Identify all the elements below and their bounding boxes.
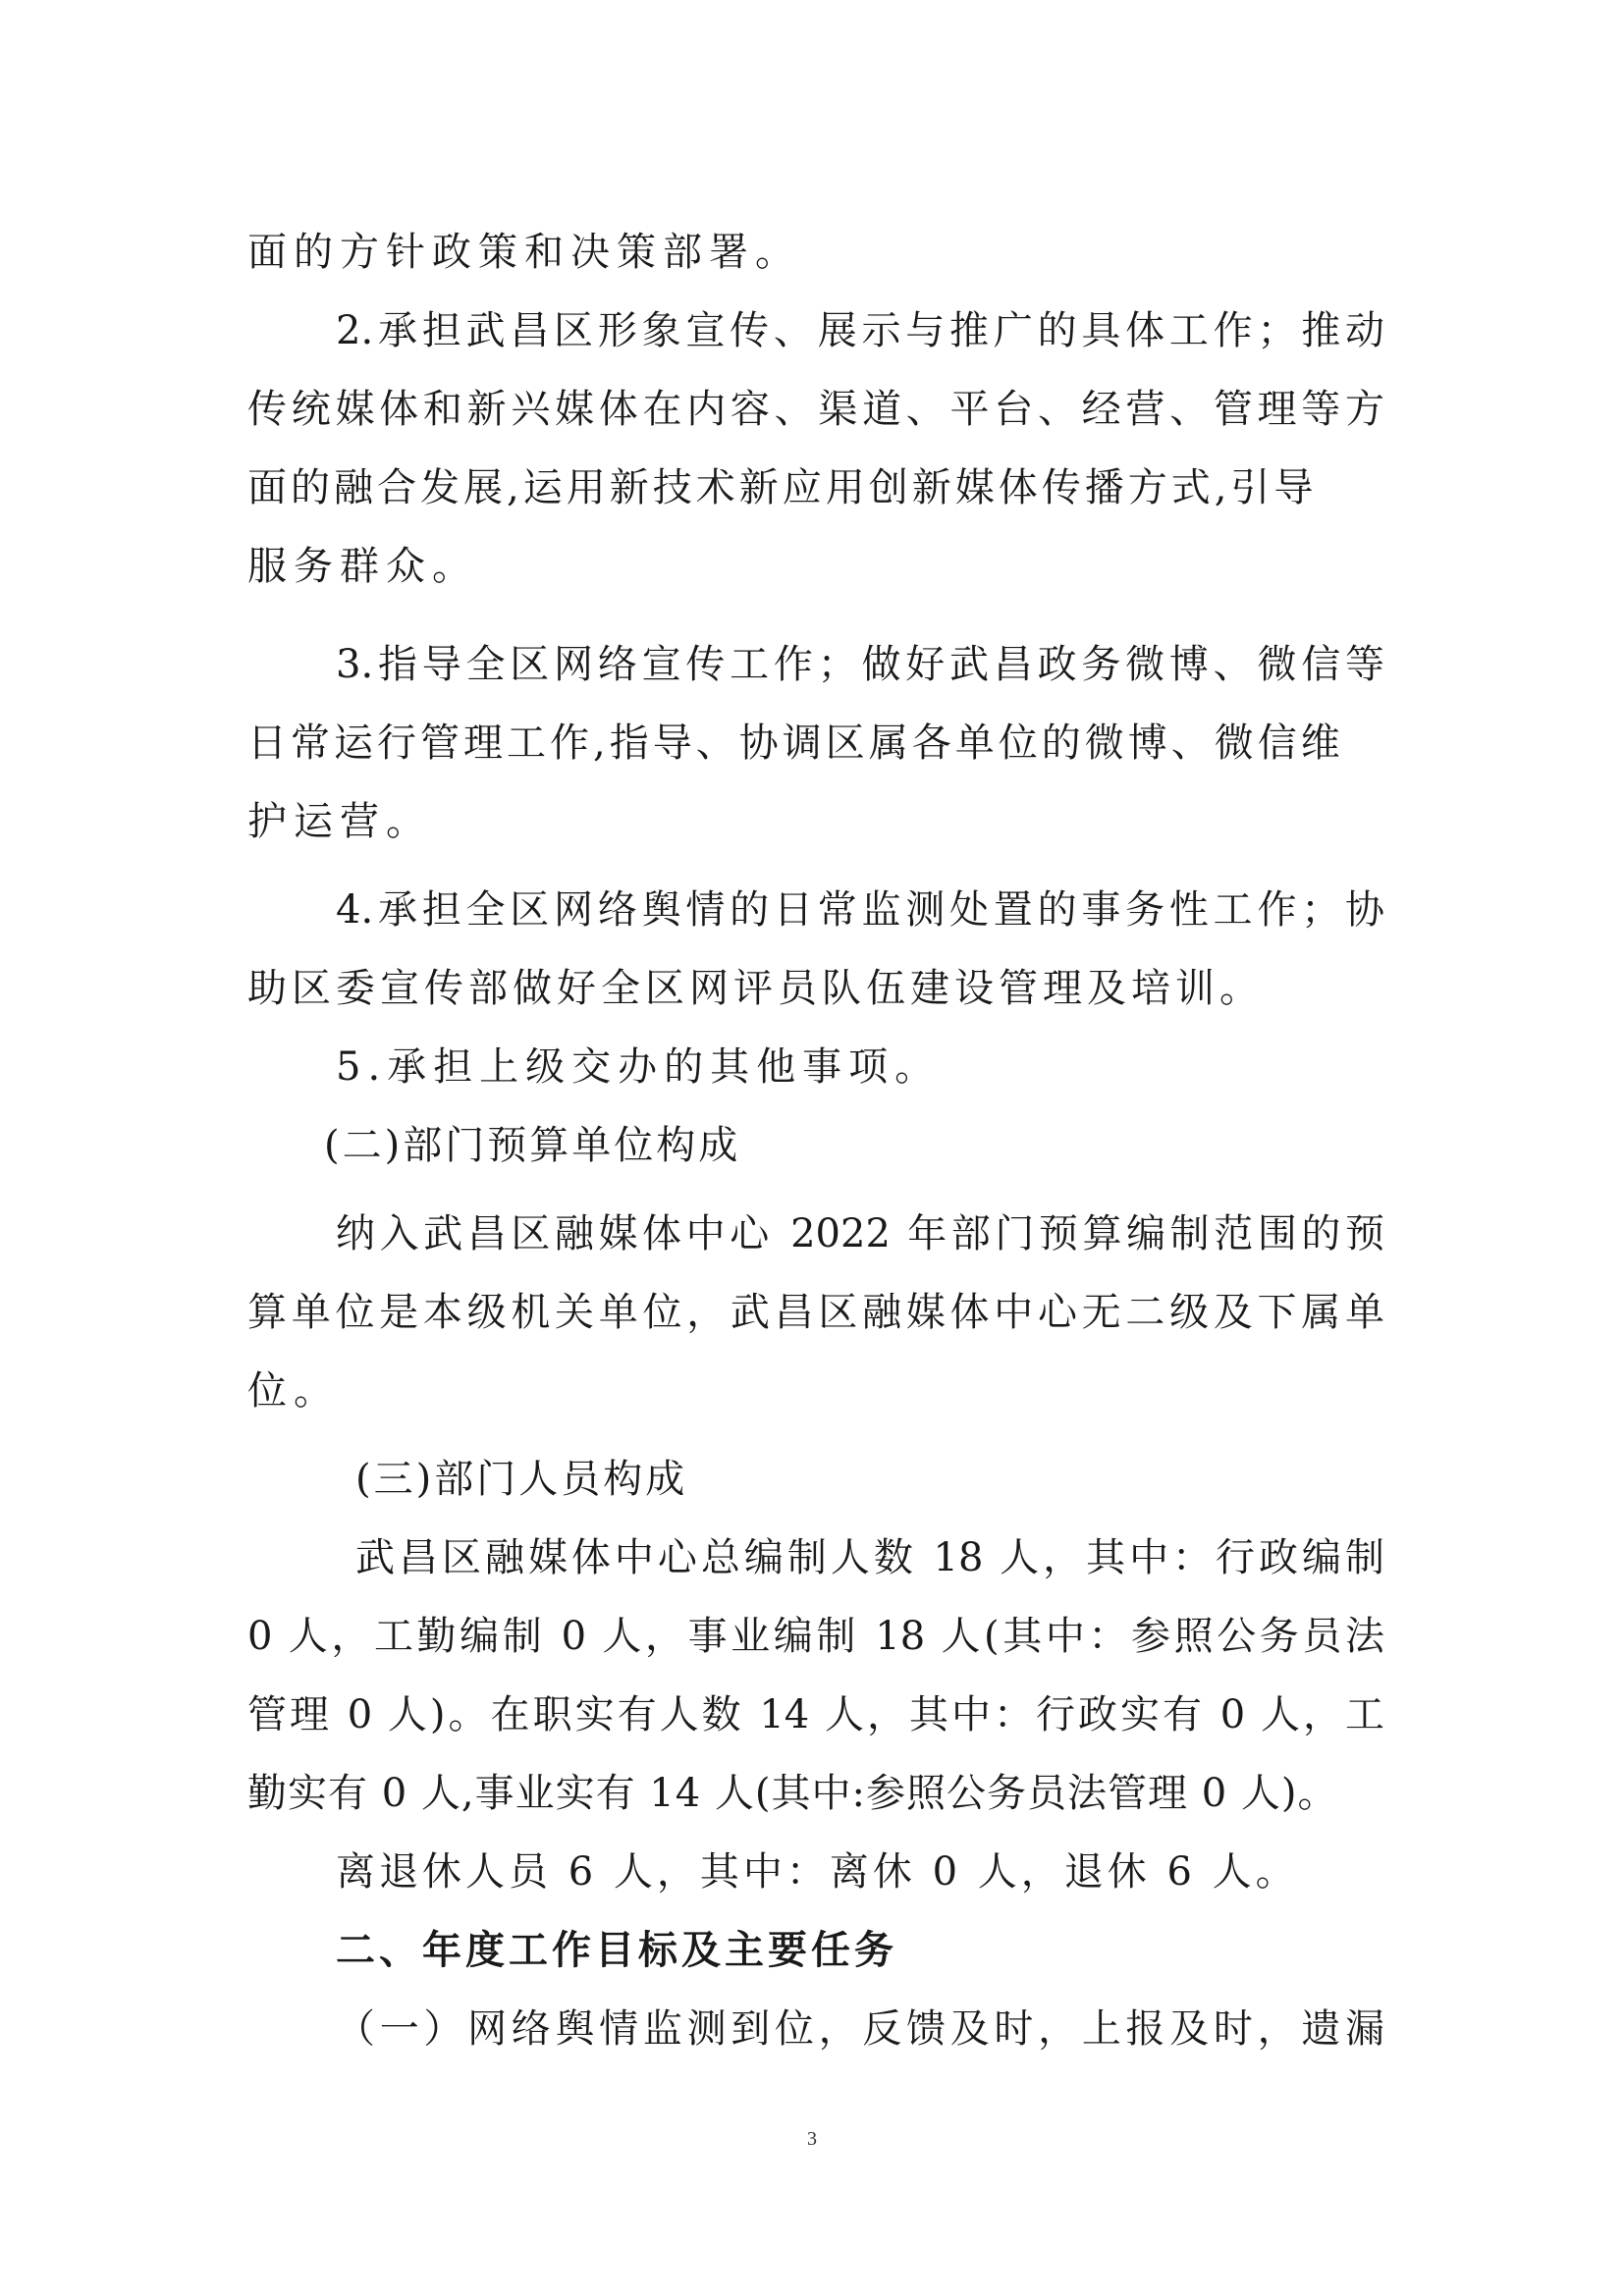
paragraph-line: 助区委宣传部做好全区网评员队伍建设管理及培训。 [247, 966, 1264, 1011]
section-heading: (三)部门人员构成 [355, 1457, 688, 1502]
paragraph-line: 管理 0 人)。在职实有人数 14 人，其中：行政实有 0 人，工 [247, 1692, 1384, 1737]
paragraph-line: 3.指导全区网络宣传工作；做好武昌政务微博、微信等 [336, 642, 1384, 687]
section-heading: (二)部门预算单位构成 [324, 1123, 741, 1168]
paragraph-line: 护运营。 [247, 799, 432, 844]
paragraph-line: 5.承担上级交办的其他事项。 [336, 1044, 942, 1090]
paragraph-line: 勤实有 0 人,事业实有 14 人(其中:参照公务员法管理 0 人)。 [247, 1771, 1338, 1816]
paragraph-line: 日常运行管理工作,指导、协调区属各单位的微博、微信维 [247, 721, 1344, 766]
chapter-heading: 二、年度工作目标及主要任务 [336, 1928, 897, 1973]
paragraph-line: 服务群众。 [247, 544, 478, 589]
paragraph-line: 0 人，工勤编制 0 人，事业编制 18 人(其中：参照公务员法 [247, 1614, 1384, 1659]
paragraph-line: 离退休人员 6 人，其中：离休 0 人，退休 6 人。 [336, 1849, 1299, 1895]
paragraph-line: 面的融合发展,运用新技术新应用创新媒体传播方式,引导 [247, 465, 1318, 510]
paragraph-line: 传统媒体和新兴媒体在内容、渠道、平台、经营、管理等方 [247, 387, 1384, 432]
paragraph-line: 位。 [247, 1368, 340, 1414]
page-number: 3 [807, 2128, 817, 2150]
paragraph-line: 算单位是本级机关单位，武昌区融媒体中心无二级及下属单 [247, 1290, 1384, 1335]
paragraph-line: 4.承担全区网络舆情的日常监测处置的事务性工作；协 [336, 887, 1384, 933]
paragraph-line: 2.承担武昌区形象宣传、展示与推广的具体工作；推动 [336, 308, 1384, 353]
paragraph-line: 纳入武昌区融媒体中心 2022 年部门预算编制范围的预 [336, 1211, 1384, 1256]
paragraph-line: 面的方针政策和决策部署。 [247, 230, 801, 275]
paragraph-line: 武昌区融媒体中心总编制人数 18 人，其中：行政编制 [355, 1535, 1384, 1580]
paragraph-line: （一）网络舆情监测到位，反馈及时，上报及时，遗漏 [336, 2006, 1384, 2052]
